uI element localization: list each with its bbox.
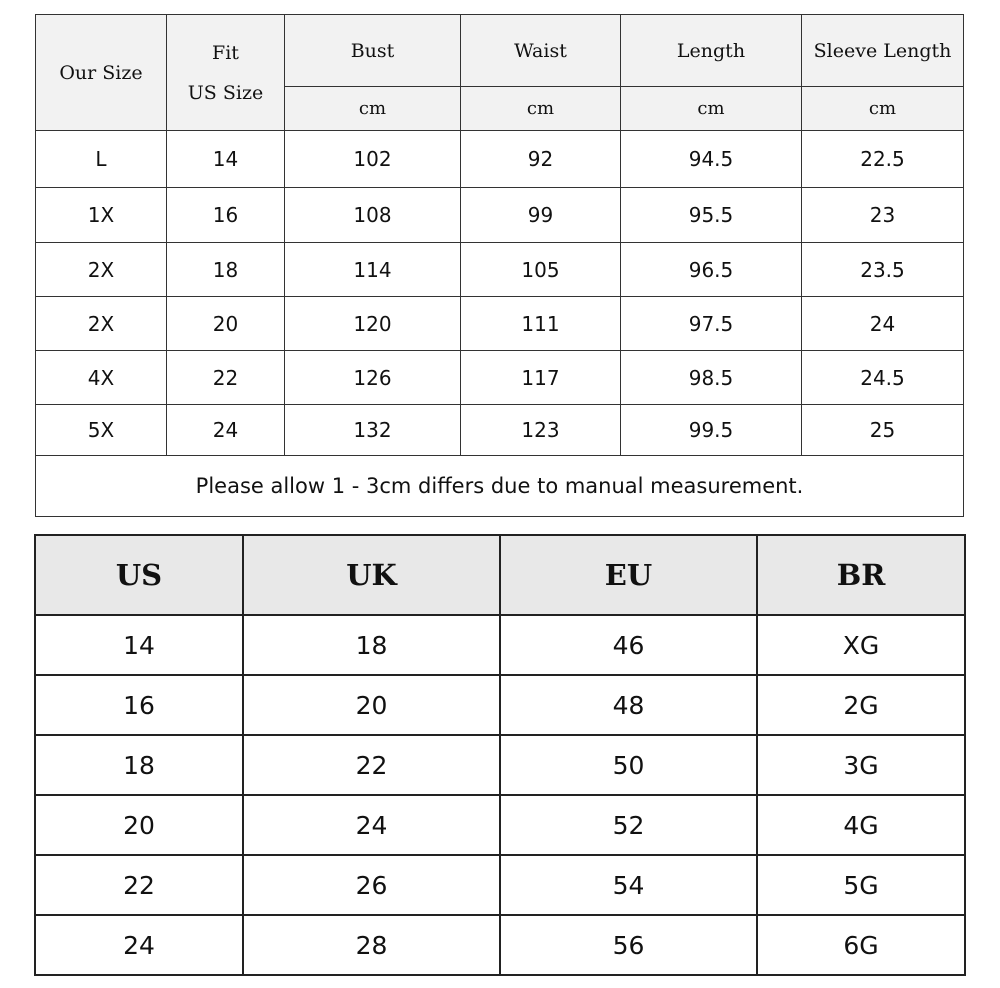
cell-us-size: 14 xyxy=(167,131,285,188)
cell-our-size: 2X xyxy=(36,297,167,351)
cell-sleeve: 23 xyxy=(802,188,964,243)
unit-waist: cm xyxy=(461,87,621,131)
cell-our-size: L xyxy=(36,131,167,188)
cell-us: 18 xyxy=(35,735,243,795)
cell-br: 3G xyxy=(757,735,965,795)
cell-our-size: 1X xyxy=(36,188,167,243)
cell-sleeve: 22.5 xyxy=(802,131,964,188)
header-us-size-label: US Size xyxy=(187,81,264,104)
table-row xyxy=(36,131,964,188)
measurement-note: Please allow 1 - 3cm differs due to manual measurement. xyxy=(36,456,964,517)
cell-our-size: 2X xyxy=(36,243,167,297)
cell-us-size: 16 xyxy=(167,188,285,243)
cell-uk: 20 xyxy=(243,675,500,735)
cell-uk: 24 xyxy=(243,795,500,855)
cell-our-size: 5X xyxy=(36,405,167,456)
cell-us: 20 xyxy=(35,795,243,855)
header-waist: Waist xyxy=(461,15,621,87)
table-row xyxy=(36,243,964,297)
cell-bust: 120 xyxy=(285,297,461,351)
cell-br: XG xyxy=(757,615,965,675)
unit-length: cm xyxy=(621,87,802,131)
cell-uk: 28 xyxy=(243,915,500,975)
cell-bust: 114 xyxy=(285,243,461,297)
table-row xyxy=(36,297,964,351)
header-us: US xyxy=(35,535,243,615)
cell-br: 6G xyxy=(757,915,965,975)
unit-bust: cm xyxy=(285,87,461,131)
cell-eu: 52 xyxy=(500,795,757,855)
cell-bust: 108 xyxy=(285,188,461,243)
header-our-size: Our Size xyxy=(36,15,167,131)
table-row xyxy=(35,735,965,795)
cell-bust: 126 xyxy=(285,351,461,405)
unit-sleeve: cm xyxy=(802,87,964,131)
cell-our-size: 4X xyxy=(36,351,167,405)
cell-bust: 102 xyxy=(285,131,461,188)
cell-waist: 92 xyxy=(461,131,621,188)
cell-us-size: 18 xyxy=(167,243,285,297)
cell-us-size: 22 xyxy=(167,351,285,405)
header-br: BR xyxy=(757,535,965,615)
cell-eu: 48 xyxy=(500,675,757,735)
header-sleeve-length: Sleeve Length xyxy=(802,15,964,87)
table-row xyxy=(35,915,965,975)
cell-waist: 111 xyxy=(461,297,621,351)
cell-uk: 26 xyxy=(243,855,500,915)
cell-sleeve: 25 xyxy=(802,405,964,456)
cell-length: 97.5 xyxy=(621,297,802,351)
cell-length: 98.5 xyxy=(621,351,802,405)
cell-uk: 18 xyxy=(243,615,500,675)
table-row xyxy=(36,351,964,405)
cell-length: 94.5 xyxy=(621,131,802,188)
cell-eu: 54 xyxy=(500,855,757,915)
header-eu: EU xyxy=(500,535,757,615)
header-uk: UK xyxy=(243,535,500,615)
cell-waist: 117 xyxy=(461,351,621,405)
cell-sleeve: 24.5 xyxy=(802,351,964,405)
size-chart-table xyxy=(35,14,964,517)
cell-length: 99.5 xyxy=(621,405,802,456)
cell-waist: 123 xyxy=(461,405,621,456)
cell-us: 16 xyxy=(35,675,243,735)
cell-waist: 99 xyxy=(461,188,621,243)
cell-us-size: 20 xyxy=(167,297,285,351)
header-bust: Bust xyxy=(285,15,461,87)
cell-length: 95.5 xyxy=(621,188,802,243)
cell-eu: 56 xyxy=(500,915,757,975)
table-row xyxy=(35,675,965,735)
header-fit-label: Fit xyxy=(212,41,239,64)
header-length: Length xyxy=(621,15,802,87)
table-row xyxy=(35,795,965,855)
cell-sleeve: 24 xyxy=(802,297,964,351)
size-conversion-table xyxy=(34,534,966,976)
cell-us-size: 24 xyxy=(167,405,285,456)
cell-eu: 46 xyxy=(500,615,757,675)
cell-bust: 132 xyxy=(285,405,461,456)
cell-waist: 105 xyxy=(461,243,621,297)
cell-br: 4G xyxy=(757,795,965,855)
cell-us: 24 xyxy=(35,915,243,975)
cell-br: 5G xyxy=(757,855,965,915)
table-row xyxy=(36,405,964,456)
cell-uk: 22 xyxy=(243,735,500,795)
cell-eu: 50 xyxy=(500,735,757,795)
cell-us: 22 xyxy=(35,855,243,915)
cell-us: 14 xyxy=(35,615,243,675)
cell-sleeve: 23.5 xyxy=(802,243,964,297)
table-row xyxy=(36,188,964,243)
header-fit-us-size xyxy=(167,15,285,131)
table-row xyxy=(35,615,965,675)
cell-length: 96.5 xyxy=(621,243,802,297)
cell-br: 2G xyxy=(757,675,965,735)
table-row xyxy=(35,855,965,915)
